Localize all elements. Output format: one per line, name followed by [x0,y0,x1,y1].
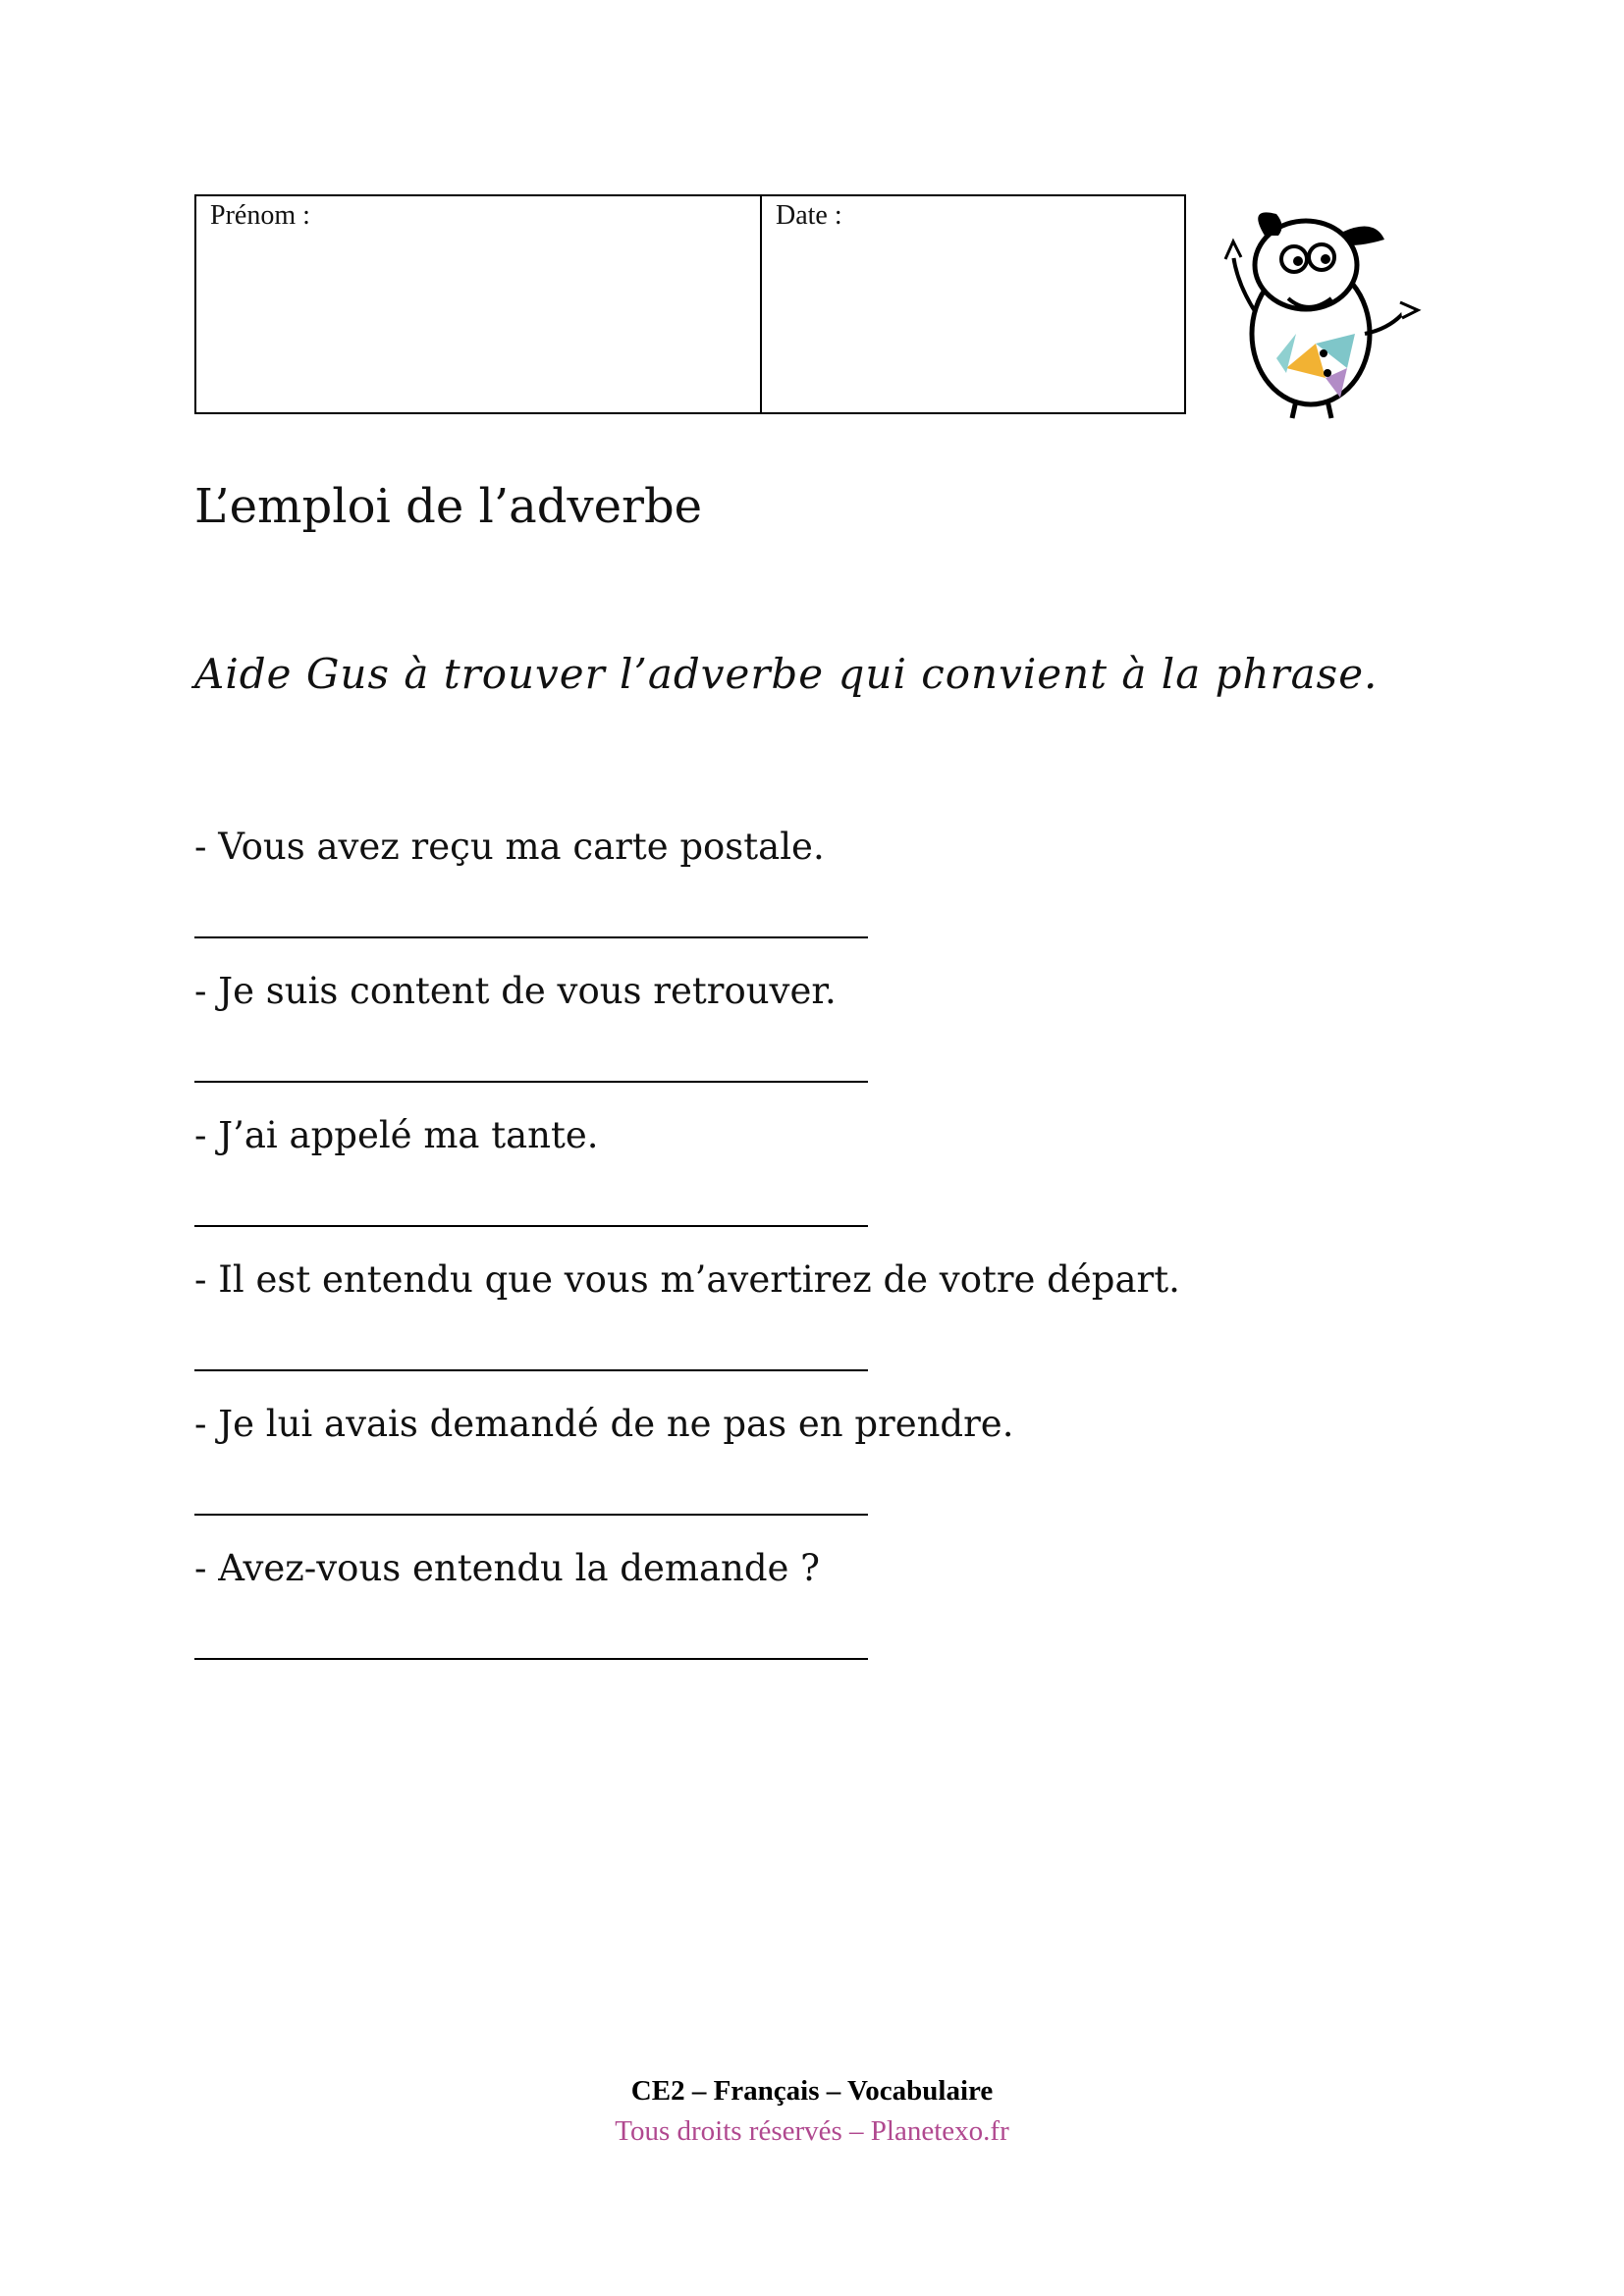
mascot-gus-illustration [1218,196,1434,422]
header-table [194,194,1186,414]
answer-line[interactable] [194,1225,868,1227]
instruction-text: Aide Gus à trouver l’adverbe qui convient à la phrase. [194,650,1379,698]
sentence: - Il est entendu que vous m’avertirez de votre départ. [194,1258,1180,1301]
sentence: - Avez-vous entendu la demande ? [194,1547,821,1589]
name-label: Prénom : [210,200,310,231]
exercise-item [194,1544,1471,1688]
sentence: - J’ai appelé ma tante. [194,1114,599,1156]
sentence: - Je suis content de vous retrouver. [194,970,837,1012]
footer-copyright: Tous droits réservés – Planetexo.fr [615,2115,1009,2147]
footer [0,2071,1624,2152]
answer-line[interactable] [194,1369,868,1371]
exercise-item [194,1400,1471,1544]
exercise-item [194,1111,1471,1255]
answer-line[interactable] [194,1658,868,1660]
sentence: - Vous avez reçu ma carte postale. [194,826,825,868]
date-label: Date : [776,200,842,231]
answer-line[interactable] [194,936,868,938]
exercise-item [194,1255,1471,1400]
exercise-item [194,967,1471,1111]
exercise-list [194,823,1471,1688]
answer-line[interactable] [194,1081,868,1083]
footer-subject: CE2 – Français – Vocabulaire [630,2075,994,2107]
answer-line[interactable] [194,1514,868,1516]
page-title: L’emploi de l’adverbe [194,479,703,534]
sentence: - Je lui avais demandé de ne pas en prendre. [194,1403,1014,1445]
exercise-item [194,823,1471,967]
date-field[interactable] [762,196,1184,412]
name-field[interactable] [196,196,762,412]
